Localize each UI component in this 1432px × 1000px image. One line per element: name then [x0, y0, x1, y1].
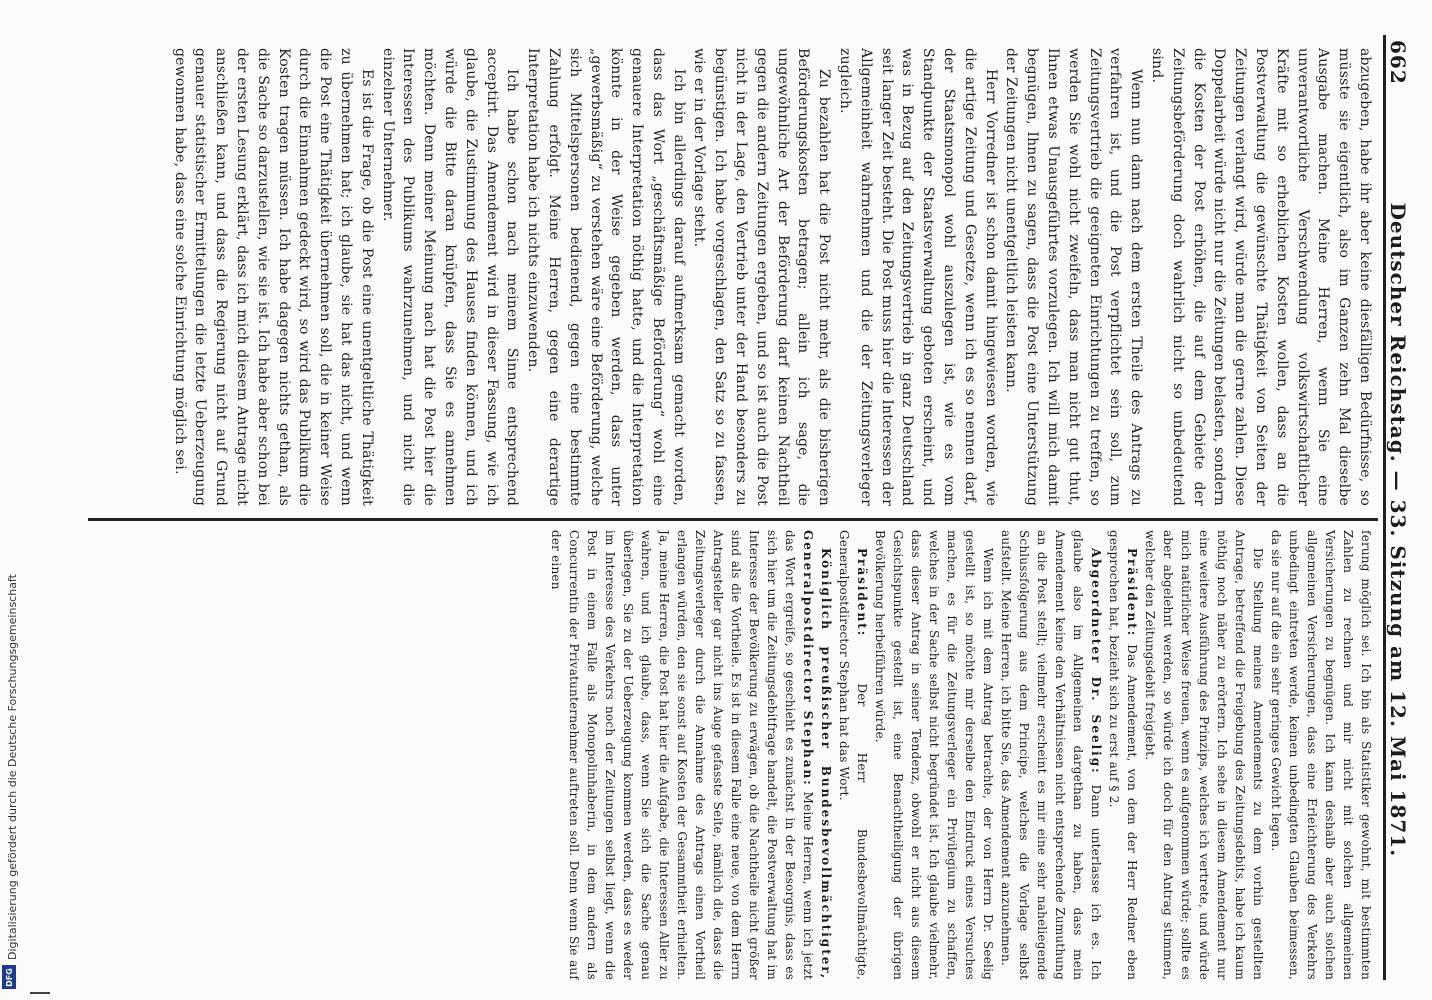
speech-text: Dann unterlasse ich es. Ich glaube also im Allgemeinen dargethan zu haben, dass mein Amendement keine den Verhältnissen nicht entsprechende Zumuthung an die Post stellt; vielmehr erscheint es mir eine sehr naheliegende Schlussfolgerung aus dem Principe, welches die Vorlage selbst aufstellt. Meine Herren, ich bitte Sie, das Amendement anzunehmen.: [999, 530, 1103, 980]
running-title: Deutscher Reichstag. — 33. Sitzung am 12. Mai 1871.: [1386, 202, 1410, 858]
speech: [1105, 530, 1141, 980]
speaker-name: Präsident:: [1125, 548, 1139, 638]
paragraph: abzugeben, habe ihr aber keine diesfälligen Bedürfnisse, so müsste sie eigentlich, also im Ganzen zehn Mal dieselbe Ausgabe machen. Meine Herren, wenn Sie eine unverantwortliche Verschwendung volkswirtschaftlicher Kräfte mit so erheblichen Kosten wollen, dass an die Postverwaltung die gewünschte Thätigkeit von Seiten der Zeitungen verlangt wird, würde man die gerne zahlen. Diese Doppelarbeit würde nicht nur die Zeitungen belasten, sondern die Kosten der Post erhöhen, die auf dem Gebiete der Zeitungsbeförderung doch wahrlich nicht so unbedeutend sind.: [1149, 48, 1373, 506]
paragraph: Herr Vorredner ist schon damit hingewiesen worden, wie die artige Zeitung und Gesetze, wenn ich es so nennen darf, der Staatsmonopol wohl auszulegen ist, wie es vom Standpunkte der Staatsverwaltung geboten erscheint, und was in Bezug auf den Zeitungsvertrieb in ganz Deutschland seit langer Zeit besteht. Die Post muss hier die Interessen der Allgemeinheit wahrnehmen und die der Zeitungsverleger zugleich.: [837, 48, 999, 506]
left-column: [95, 48, 1375, 506]
speaker-name: Abgeordneter Dr. Seelig:: [1089, 548, 1103, 775]
paragraph: Ich habe schon nach meinem Sinne entsprechend acceptirt. Das Amendement wird in dieser Fassung, wie ich glaube, die Zustimmung des Hauses finden können, und ich würde die Bitte daran knüpfen, dass Sie es annehmen möchten. Denn meiner Meinung nach hat die Post hier die Interessen des Publikums wahrzunehmen, und nicht die einzelner Unternehmer.: [379, 48, 521, 506]
digitization-stamp: [6, 574, 24, 960]
speaker-name: Königlich preußischer Bundesbevollmächtigter, Generalpostdirector Stephan:: [801, 530, 833, 980]
speaker-name: Präsident:: [855, 548, 869, 638]
page-number: 662: [1386, 40, 1410, 85]
speech: [997, 530, 1105, 980]
speech-text: Das Amendement, von dem der Herr Redner eben gesprochen hat, bezieht sich zu erst auf § 2.: [1107, 530, 1139, 980]
corner-mark: [30, 992, 50, 994]
speech-text: Der Herr Bundesbevollmächtigte, Generalpostdirector Stephan hat das Wort.: [837, 530, 869, 980]
paragraph: Es ist die Frage, ob die Post eine unentgeltliche Thätigkeit zu übernehmen hat; ich glaube, sie hat das nicht, und wenn die Post eine Thätigkeit übernehmen soll, die in keiner Weise durch die Einnahmen gedeckt wird, so wird das Publikum die Kosten tragen müssen. Ich habe dagegen nichts gethan, als die Sache so darzustellen, wie sie ist. Ich habe aber schon bei der ersten Lesung erklärt, dass ich mich diesem Antrage nicht anschließen kann, und dass die Regierung nicht auf Grund genauer statistischer Ermittelungen die letzte Ueberzeugung gewonnen habe, dass eine solche Einrichtung möglich sei.: [171, 48, 375, 506]
speech-text: Meine Herren, wenn ich jetzt das Wort ergreife, so geschieht es zunächst in der Besorgnis, dass es sich hier um die Zeitungsdebitfrage handelt, die Postverwaltung hat im Interesse der Bevölkerung zu erwägen, ob die Nachtheile nicht größer sind als die Vortheile. Es ist in diesem Falle eine neue, von dem Herrn Antragsteller gar nicht ins Auge gefasste Seite, nämlich die, dass die Zeitungsverleger durch die Annahme des Antrags einen Vortheil erlangen würden, den sie sonst auf Kosten der Gesammtheit erhielten. Ja, meine Herren, die Post hat hier die Aufgabe, die Interessen Aller zu wahren, und ich glaube, dass, wenn Sie sich die Sache genau überlegen, Sie zu der Ueberzeugung kommen werden, dass es weder im Interesse des Verkehrs noch der Zeitungen selbst liegt, wenn die Post in einem Falle als Monopolinhaberin, in dem andern als Concurrentin der Privatunternehmer auftreten soll. Denn wenn Sie auf der einen: [549, 530, 815, 980]
right-column: [505, 530, 1375, 980]
paragraph: Zu bezahlen hat die Post nicht mehr, als die bisherigen Beförderungskosten betragen; allein ich sage, die ungewöhnliche Art der Beförderung darf keinen Nachtheil gegen die andern Zeitungen ergeben, und so ist auch die Post nicht in der Lage, den Vertrieb unter der Hand besonders zu begünstigen. Ich habe vorgeschlagen, den Satz so zu fassen, wie er in der Vorlage steht.: [691, 48, 833, 506]
paragraph: Wenn nun dann nach dem ersten Theile des Antrags zu verfahren ist, und die Post verpflichtet sein soll, zum Zeitungsvertrieb die geeigneten Einrichtungen zu treffen, so werden Sie wohl nicht zweifeln, dass man nicht gut thut, Ihnen etwas Unausgeführtes vorzulegen. Ich will mich damit begnügen, Ihnen zu sagen, dass die Post eine Unterstützung der Zeitungen nicht unentgeltlich leisten kann.: [1003, 48, 1145, 506]
dfg-logo-icon: [2, 965, 16, 989]
paragraph: Wenn ich mit dem Antrag betrachte, der von Herrn Dr. Seelig gestellt ist, so möchte mir derselbe den Eindruck eines Versuches machen, es für die Zeitungsverleger ein Privilegium zu schaffen, welches in der Sache selbst nicht begründet ist. Ich glaube vielmehr, dass dieser Antrag in seiner Tendenz, obwohl er nicht aus diesem Gesichtspunkte gestellt ist, eine Benachtheiligung der übrigen Bevölkerung herbeiführen würde.: [873, 530, 995, 980]
page-header: [1378, 40, 1418, 975]
column-divider: [88, 518, 1378, 521]
logo-text: DFG: [4, 967, 14, 987]
speech: [547, 530, 835, 980]
paragraph: Ich bin allerdings darauf aufmerksam gemacht worden, dass das Wort „geschäftsmäßige Beförderung“ wohl eine genauere Interpretation nöthig hatte, und die Interpretation könnte in der Weise gegeben werden, dass unter „gewerbsmäßig“ zu verstehen wäre eine Beförderung, welche sich Mittelspersonen bedienend, gegen eine bestimmte Zahlung erfolgt. Meine Herren, gegen eine derartige Interpretation habe ich nichts einzuwenden.: [525, 48, 687, 506]
paragraph: Die Stellung meines Amendements zu dem vorhin gestellten Antrage, betreffend die Freigebung des Zeitungsdebits, habe ich kaum nöthig noch näher zu erörtern. Ich sehe in diesem Amendement nur eine weitere Ausführung des Prinzips, welches ich vertrete, und würde mich natürlicher Weise freuen, wenn es aufgenommen würde; sollte es aber abgelehnt werden, so würde ich doch für den Antrag stimmen, welcher den Zeitungsdebit freigiebt.: [1143, 530, 1265, 980]
paragraph: ferung möglich sei. Ich bin als Statistiker gewohnt, mit bestimmten Zahlen zu rechnen und mir nicht mit solchen allgemeinen Versicherungen zu begnügen. Ich kann deshalb aber auch solchen allgemeinen Versicherungen, dass eine Erleichterung des Verkehrs unbedingt eintreten werde, keinen unbedingten Glauben beimessen, da sie nur auf die ein sehr geringes Gewicht legen.: [1269, 530, 1373, 980]
speech: [835, 530, 871, 980]
stamp-text: Digitalisierung gefördert durch die Deutsche Forschungsgemeinschaft: [6, 574, 19, 960]
